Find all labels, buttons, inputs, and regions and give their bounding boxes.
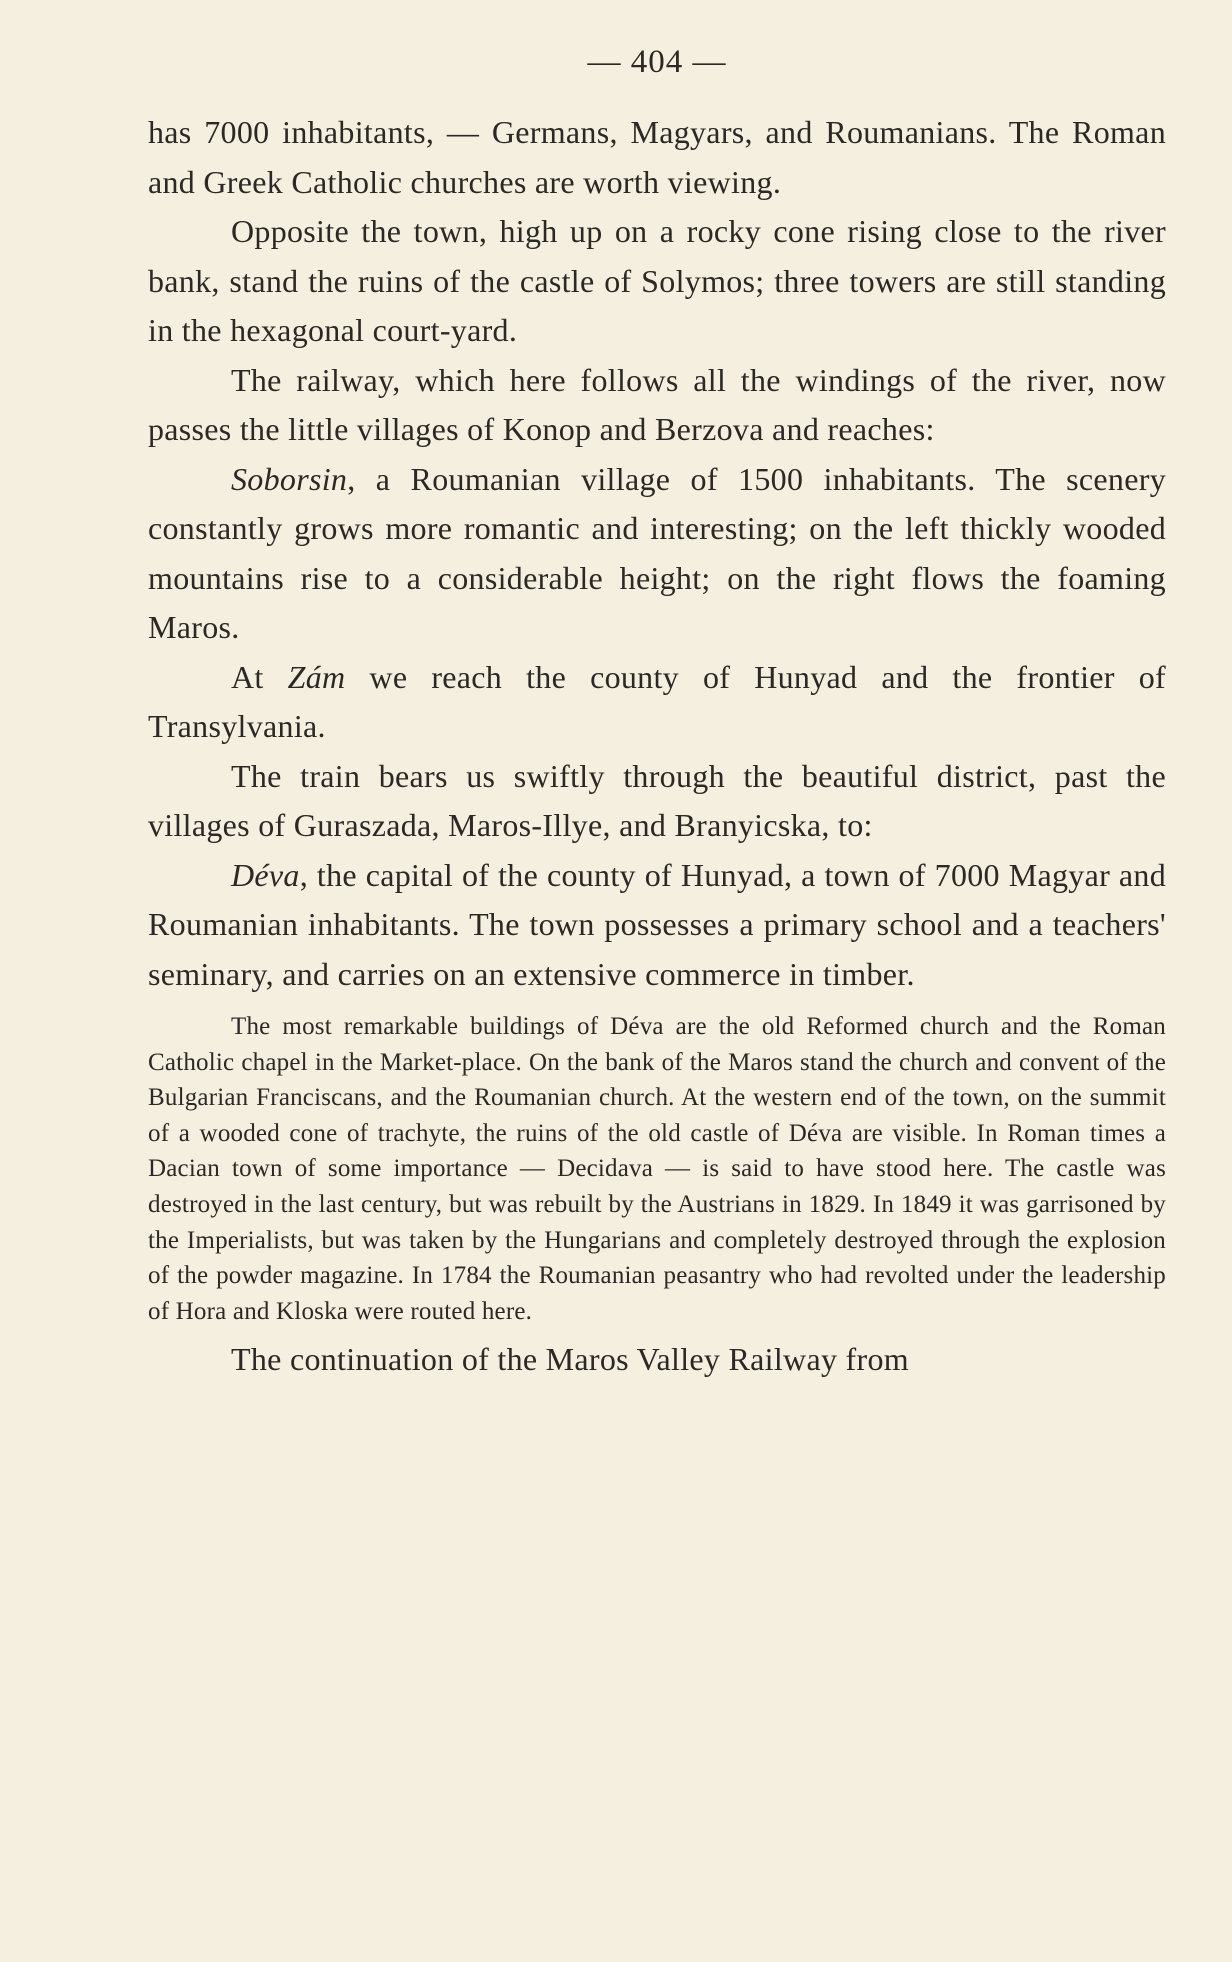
paragraph-continuation: The continuation of the Maros Valley Railway from (231, 1341, 909, 1378)
page-number: — 404 — (587, 44, 727, 80)
paragraph-deva-text: , the capital of the county of Hunyad, a town of 7000 Magyar and Roumanian inhabitants. The town possesses a primary school and a teachers' seminary, and carries on an extensive commerce in timber. (148, 856, 1166, 992)
paragraph-soborsin (148, 455, 1166, 653)
paragraph-zam-start: At (231, 658, 288, 695)
paragraph-zam-text: we reach the county of Hunyad and the frontier of Transylvania. (148, 658, 1167, 744)
paragraph-deva (148, 851, 1166, 1000)
paragraph-soborsin-text: , a Roumanian village of 1500 inhabitants. The scenery constantly grows more romantic and interesting; on the left thickly wooded mountains rise to a considerable height; on the right flows the foaming Maros. (148, 460, 1166, 645)
paragraph-continued: has 7000 inhabitants, — Germans, Magyars, and Roumanians. The Roman and Greek Catholic churches are worth viewing. (148, 114, 1166, 200)
place-name-zam: Zám (287, 658, 346, 695)
place-name-deva: Déva (231, 856, 300, 893)
small-print-note: The most remarkable buildings of Déva are the old Reformed church and the Roman Catholic chapel in the Market-place. On the bank of the Maros stand the church and convent of the Bulgarian Franciscans, and the Roumanian church. At the western end of the town, on the summit of a wooded cone of trachyte, the ruins of the old castle of Déva are visible. In Roman times a Dacian town of some importance — Decidava — is said to have stood here. The castle was destroyed in the last century, but was rebuilt by the Austrians in 1829. In 1849 it was garrisoned by the Imperialists, but was taken by the Hungarians and completely destroyed through the explosion of the powder magazine. In 1784 the Roumanian peasantry who had revolted under the leadership of Hora and Kloska were routed here. (148, 1013, 1166, 1325)
paragraph-train: The train bears us swiftly through the beautiful district, past the villages of Guraszada, Maros-Illye, and Branyicska, to: (148, 757, 1166, 843)
place-name-soborsin: Soborsin (231, 460, 348, 497)
main-text-end (148, 1335, 1166, 1385)
paragraph-railway: The railway, which here follows all the windings of the river, now passes the little villages of Konop and Berzova and reaches: (148, 361, 1166, 447)
main-text (148, 108, 1166, 999)
paragraph-zam (148, 653, 1166, 752)
paragraph-solymos: Opposite the town, high up on a rocky cone rising close to the river bank, stand the ruins of the castle of Solymos; three towers are still standing in the hexagonal court-yard. (148, 213, 1166, 348)
